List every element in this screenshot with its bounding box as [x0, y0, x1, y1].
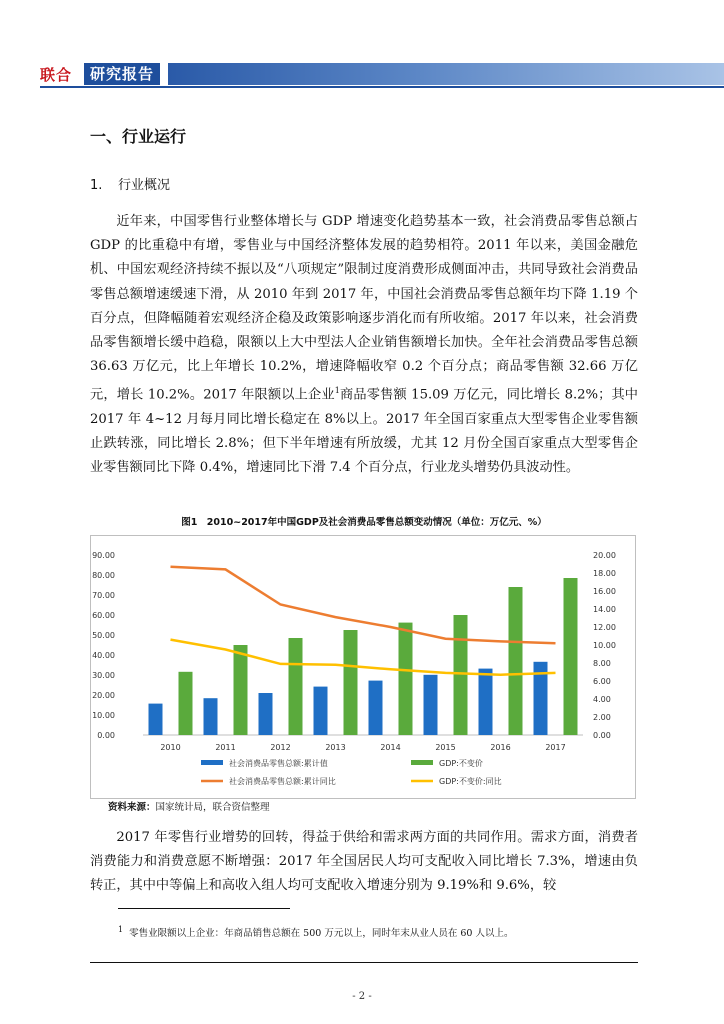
- retail-sales-bar: [204, 698, 218, 735]
- gdp-bar: [289, 638, 303, 735]
- legend-label: 社会消费品零售总额:累计值: [229, 759, 328, 768]
- subsection-number: 1.: [90, 178, 103, 193]
- footnote-text: 零售业限额以上企业：年商品销售总额在 500 万元以上，同时年末从业人员在 60 人以上。: [129, 928, 514, 940]
- brand-name: 联合: [40, 66, 73, 84]
- left-axis-tick: 70.00: [92, 591, 115, 600]
- right-axis-tick: 10.00: [593, 641, 616, 650]
- retail-sales-bar: [479, 669, 493, 735]
- gdp-bar: [564, 578, 578, 735]
- x-axis-tick: 2012: [270, 743, 291, 752]
- brand-report-label: 研究报告: [84, 63, 160, 85]
- retail-sales-bar: [369, 681, 383, 735]
- gdp-bar: [234, 645, 248, 735]
- right-axis-tick: 20.00: [593, 551, 616, 560]
- x-axis-tick: 2016: [490, 743, 511, 752]
- retail-sales-bar: [424, 675, 438, 735]
- x-axis-tick: 2011: [215, 743, 236, 752]
- gdp-growth-line: [171, 640, 556, 675]
- figure-caption: 图1 2010~2017年中国GDP及社会消费品零售总额变动情况（单位：万亿元、%）: [181, 517, 547, 528]
- source-text: 国家统计局，联合资信整理: [155, 802, 270, 813]
- legend-swatch: [201, 760, 223, 765]
- gdp-bar: [179, 672, 193, 735]
- paragraph-1-part-a: 近年来，中国零售行业整体增长与 GDP 增速变化趋势基本一致，社会消费品零售总额占 GDP 的比重稳中有增，零售业与中国经济整体发展的趋势相符。2011 年以来，美国金融危机、中国宏观经济持续不振以及“八项规定”限制过度消费形成侧面冲击，共同导致社会消费品零售总额增速缓速下滑，从 2010 年到 2017 年，中国社会消费品零售总额年均下降 1.19 个百分点，但降幅随着宏观经济企稳及政策影响逐步消化而有所收缩。2017 年以来，社会消费品零售额增长缓中趋稳，限额以上大中型法人企业销售额增长加快。全年社会消费品零售总额 36.63 万亿元，比上年增长 10.2%，增速降幅收窄 0.2 个百分点；商品零售额 32.66 万亿元，增长 10.2%。2017 年限额以上企业: [90, 214, 638, 403]
- section-title: 一、行业运行: [90, 127, 187, 146]
- gdp-bar: [399, 623, 413, 735]
- right-axis-tick: 18.00: [593, 569, 616, 578]
- right-axis-tick: 2.00: [593, 713, 611, 722]
- retail-sales-bar: [149, 704, 163, 735]
- footnote-ref: 1: [334, 386, 340, 396]
- right-axis-tick: 6.00: [593, 677, 611, 686]
- left-axis-tick: 80.00: [92, 571, 115, 580]
- subsection-title: [90, 174, 170, 193]
- paragraph-2: [90, 826, 638, 899]
- left-axis-tick: 30.00: [92, 671, 115, 680]
- paragraph-2-text: 2017 年零售行业增势的回转，得益于供给和需求两方面的共同作用。需求方面，消费者消费能力和消费意愿不断增强：2017 年全国居民人均可支配收入同比增长 7.3%，增速由负转正，其中中等偏上和高收入组人均可支配收入增速分别为 9.19%和 9.6%，较: [90, 830, 638, 894]
- footnote: [118, 925, 513, 939]
- paragraph-1: [90, 210, 638, 481]
- x-axis-tick: 2014: [380, 743, 401, 752]
- header-gradient-bar: [168, 63, 724, 85]
- gdp-bar: [454, 615, 468, 735]
- x-axis-tick: 2013: [325, 743, 346, 752]
- left-axis-tick: 90.00: [92, 551, 115, 560]
- left-axis-tick: 10.00: [92, 711, 115, 720]
- left-axis-tick: 60.00: [92, 611, 115, 620]
- chart-source: [108, 799, 270, 813]
- x-axis-tick: 2017: [545, 743, 566, 752]
- retail-growth-line: [171, 567, 556, 644]
- page-number: - 2 -: [352, 991, 372, 1002]
- left-axis-tick: 40.00: [92, 651, 115, 660]
- legend-swatch: [411, 760, 433, 765]
- page-bottom-rule: [90, 962, 638, 963]
- right-axis-tick: 14.00: [593, 605, 616, 614]
- retail-sales-bar: [259, 693, 273, 735]
- header-rule: [40, 86, 724, 88]
- subsection-label: 行业概况: [118, 178, 171, 193]
- right-axis-tick: 0.00: [593, 731, 611, 740]
- right-axis-tick: 12.00: [593, 623, 616, 632]
- legend-label: GDP:不变价:同比: [439, 777, 502, 786]
- left-axis-tick: 50.00: [92, 631, 115, 640]
- x-axis-tick: 2010: [160, 743, 181, 752]
- combo-chart: [91, 536, 635, 798]
- right-axis-tick: 8.00: [593, 659, 611, 668]
- right-axis-tick: 16.00: [593, 587, 616, 596]
- left-axis-tick: 20.00: [92, 691, 115, 700]
- retail-sales-bar: [314, 687, 328, 735]
- gdp-bar: [509, 587, 523, 735]
- legend-label: GDP:不变价: [439, 759, 483, 768]
- footnote-rule: [118, 908, 290, 909]
- source-label: 资料来源：: [108, 802, 156, 813]
- paragraph-1-part-b: 商品零售额 15.09 万亿元，同比增长 8.2%；其中 2017 年 4~12 月每月同比增长稳定在 8%以上。2017 年全国百家重点大型零售企业零售额止跌转涨，同比增长 2.8%；但下半年增速有所放缓，尤其 12 月份全国百家重点大型零售企业零售额同比下降 0.4%，增速同比下滑 7.4 个百分点，行业龙头增势仍具波动性。: [90, 387, 638, 476]
- legend-label: 社会消费品零售总额:累计同比: [229, 777, 336, 786]
- right-axis-tick: 4.00: [593, 695, 611, 704]
- chart-container: [90, 535, 636, 799]
- report-header: [0, 62, 724, 88]
- footnote-mark: 1: [118, 925, 124, 934]
- x-axis-tick: 2015: [435, 743, 456, 752]
- gdp-bar: [344, 630, 358, 735]
- left-axis-tick: 0.00: [97, 731, 115, 740]
